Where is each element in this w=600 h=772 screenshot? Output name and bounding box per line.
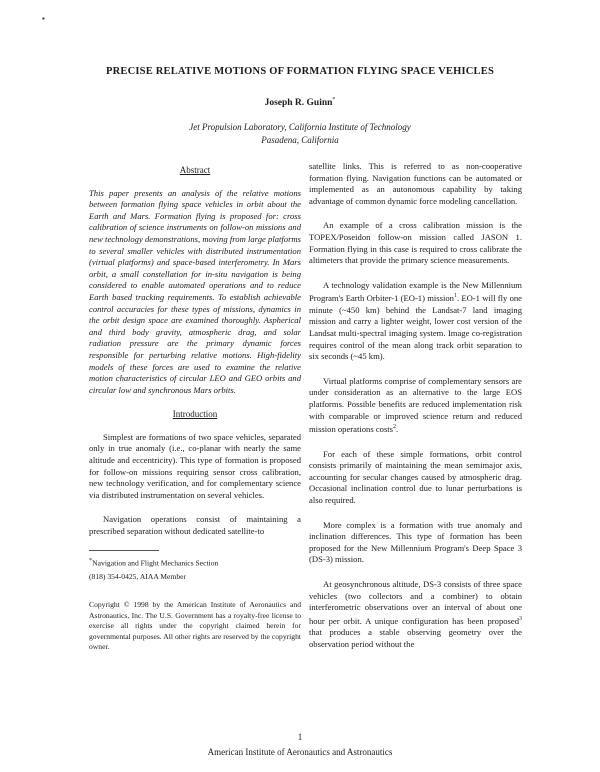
affiliation: [90, 121, 510, 147]
author-line: [200, 97, 400, 108]
footer-society: American Institute of Aeronautics and Astronautics: [207, 747, 393, 757]
footnote-mark: *: [89, 556, 93, 564]
author-name: Joseph R. Guinn: [264, 98, 333, 109]
abstract-heading: Abstract: [179, 165, 211, 175]
right-paragraph-6: More complex is a formation with true anomaly and inclination differences. This type of formation has been proposed for the New Millennium Program's Deep Space 3 (DS-3) mission.: [309, 519, 522, 565]
right-paragraph-7: At geosynchronous altitude, DS-3 consists of three space vehicles (two collectors and a combiner) to obtain interferometric observations over an interval of about one hour per orbit. A unique configuration has been proposed$^3$ that produces a stable observing geometry over the observation period without the: [309, 578, 522, 649]
footnotes: [89, 550, 301, 653]
intro-paragraph-1: Simplest are formations of two space vehicles, separated only in true anomaly (i.e., co-planar with nearly the same altitude and eccentricity). This type of formation is proposed for follow-on missions requiring sensor cross calibration, new technology verification, and for complementary science via distributed instrumentation on several vehicles.: [89, 431, 301, 500]
affiliation-institution: Jet Propulsion Laboratory, California Institute of Technology: [189, 122, 411, 132]
page-number: 1: [297, 732, 303, 742]
corner-mark: ▪: [42, 14, 45, 23]
footnote-contact: (818) 354-0425, AIAA Member: [89, 571, 187, 581]
left-column: [89, 165, 301, 656]
right-paragraph-4: Virtual platforms comprise of complementary sensors are under consideration as an alternative to the large EOS platforms. Possible benefits are reduced implementation risk with comparable or improved science return and reduced mission operations costs$^2$.: [309, 375, 522, 434]
intro-paragraph-2: Navigation operations consist of maintaining a prescribed separation without dedicated satellite-to: [89, 514, 301, 537]
footnote-affiliation: *Navigation and Flight Mechanics Section: [89, 556, 219, 568]
affiliation-location: Pasadena, California: [261, 135, 339, 145]
reference-2: 2: [393, 424, 397, 431]
copyright-notice: Copyright © 1998 by the American Institute of Aeronautics and Astronautics, Inc. The U.S. Government has a royalty-free license to exercise all rights under the copyright claimed herein for governmental purposes. All other rights are reserved by the copyright owner.: [89, 600, 301, 652]
author-footnote-mark: *: [332, 97, 336, 103]
right-paragraph-3: A technology validation example is the New Millennium Program's Earth Orbiter-1 (EO-1) mission$^1$. EO-1 will fly one minute (~450 km) behind the Landsat-7 land imaging mission and carry a lighter weight, lower cost version of the Landsat multi-spectral imaging system. Image co-registration requires control of the mean along track orbit separation to six seconds (~45 km).: [309, 279, 523, 362]
reference-1: 1: [453, 293, 457, 300]
reference-3: 3: [519, 615, 522, 622]
right-paragraph-2: An example of a cross calibration mission is the TOPEX/Poseidon follow-on mission called JASON 1. Formation flying in this case is required to cross calibrate the altimeters that provide the primary science measurements.: [309, 220, 522, 266]
abstract-text: This paper presents an analysis of the relative motions between formation flying space vehicles in orbit about the Earth and Mars. Formation flying is proposed for: cross calibration of science instruments on follow-on missions and new technology demonstrations, moving from large platforms to several smaller vehicles with distributed instrumentation (virtual platforms) and space-based interferometry. In Mars orbit, a small constellation for in-situ navigation is being considered to enable automated operations and to reduce Earth based tracking requirements. To establish achievable control accuracies for these types of missions, dynamics in the orbit design space are examined thoroughly. Aspherical and third body gravity, atmospheric drag, and solar radiation pressure are the primary dynamic forces responsible for perturbing relative motions. High-fidelity models of these forces are used to examine the relative motion characteristics of circular LEO and GEO orbits and circular low and synchronous Mars orbits.: [89, 187, 301, 395]
right-column: [309, 161, 522, 663]
introduction-heading: Introduction: [172, 409, 218, 420]
right-paragraph-1: satellite links. This is referred to as non-cooperative formation flying. Navigation functions can be automated or implemented as an autonomous capability by taking advantage of common dynamic force modeling cancellation.: [309, 161, 522, 206]
paper-title: PRECISE RELATIVE MOTIONS OF FORMATION FLYING SPACE VEHICLES: [105, 66, 494, 77]
right-paragraph-5: For each of these simple formations, orbit control consists primarily of maintaining the mean semimajor axis, accounting for secular changes caused by atmospheric drag. Occasional inclination control due to lunar perturbations is also required.: [309, 448, 522, 505]
footnote-separator: [89, 550, 159, 551]
